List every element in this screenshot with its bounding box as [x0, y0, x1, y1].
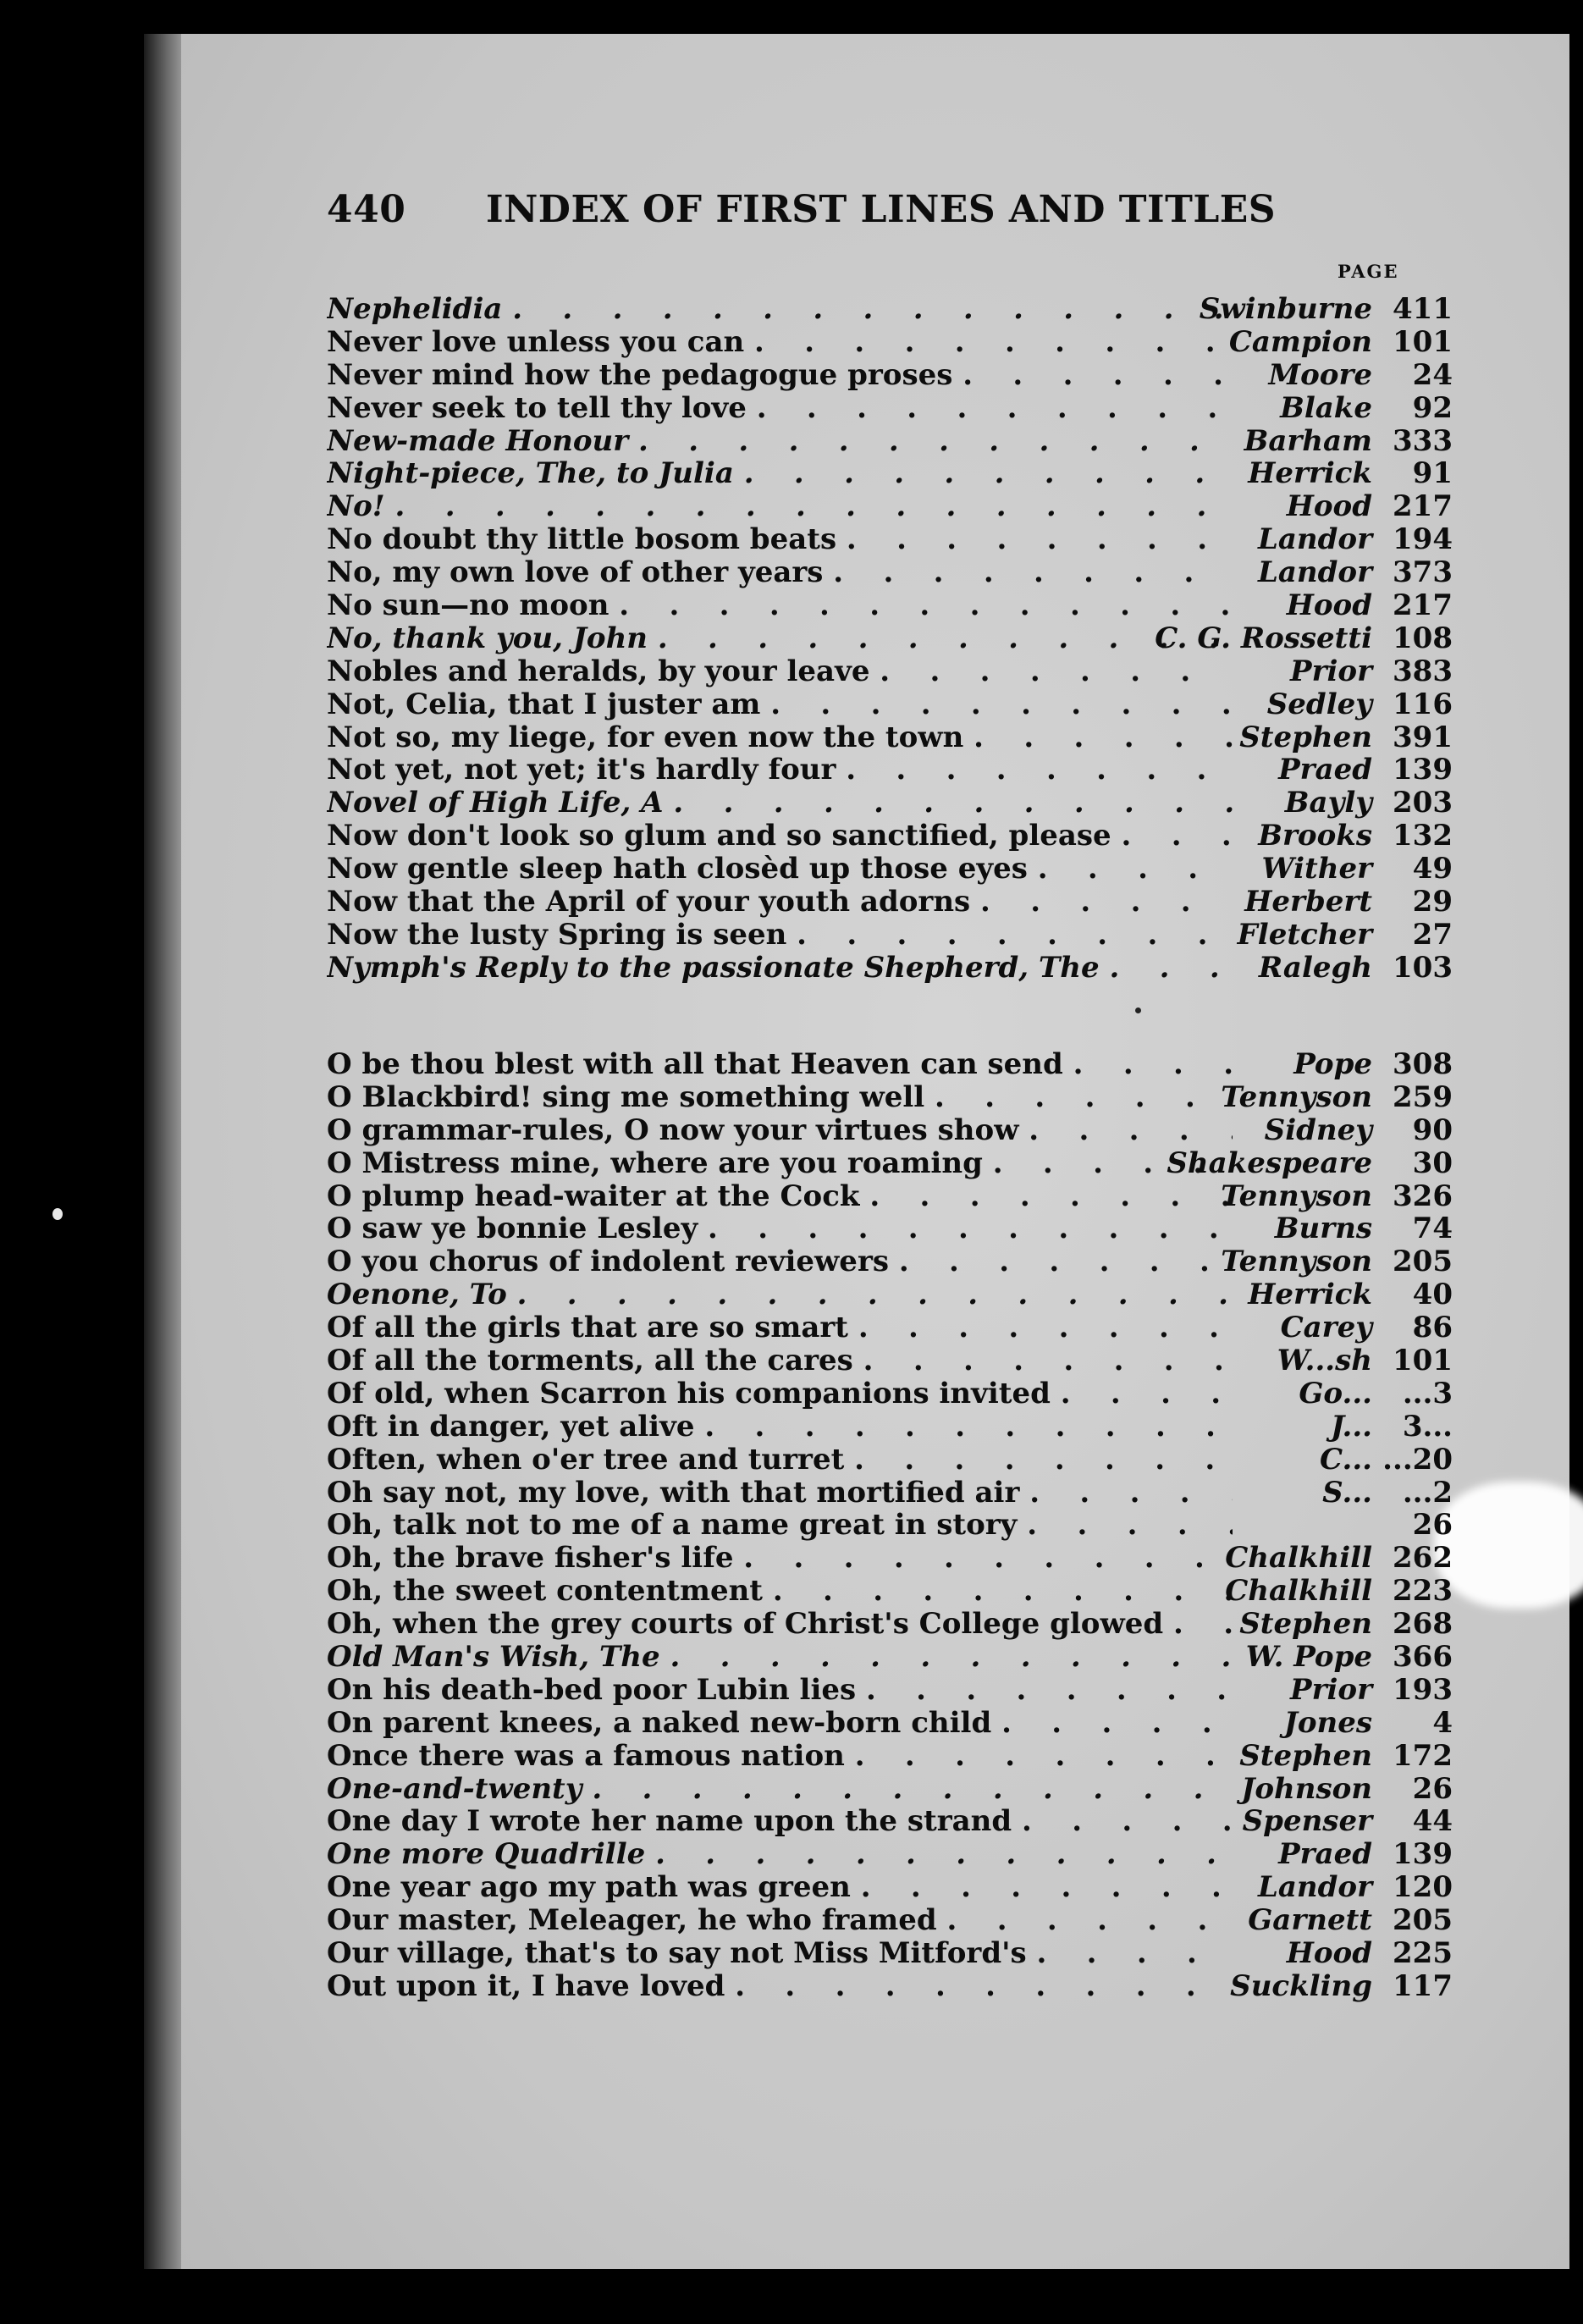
entry-page-number: 86 [1412, 1311, 1453, 1345]
entry-first-line: Oft in danger, yet alive . [327, 1410, 1233, 1444]
entry-first-line: New-made Honour . [327, 425, 1233, 458]
entry-author: C. G. Rossetti [1155, 621, 1372, 655]
index-entry [327, 1410, 1453, 1444]
entry-author: Prior [1290, 1672, 1372, 1707]
entry-page-number: 3... [1402, 1409, 1453, 1444]
index-entry [327, 1377, 1453, 1410]
entry-first-line: Nobles and heralds, by your leave . [327, 655, 1233, 688]
entry-author: W...sh [1277, 1344, 1372, 1378]
entry-page-number: 90 [1412, 1112, 1453, 1147]
index-entry [327, 293, 1453, 326]
entry-author: Hood [1286, 489, 1372, 524]
entry-first-line: Now that the April of your youth adorns . [327, 886, 1233, 919]
entry-author: Hood [1286, 588, 1372, 623]
entry-page-number: 383 [1393, 654, 1453, 688]
index-entry [327, 1871, 1453, 1904]
entry-page-number: 92 [1412, 390, 1453, 425]
index-entry [327, 457, 1453, 490]
entry-author: Hood [1286, 1936, 1372, 1971]
entry-first-line: Our village, that's to say not Miss Mitford's . [327, 1937, 1233, 1970]
entry-page-number: 49 [1412, 852, 1453, 886]
index-entry [327, 1278, 1453, 1311]
entry-page-number: 194 [1393, 522, 1453, 557]
entry-first-line: One day I wrote her name upon the strand . [327, 1805, 1233, 1838]
entry-first-line: Oh, the brave fisher's life . [327, 1542, 1233, 1575]
entry-page-number: 91 [1412, 456, 1453, 491]
index-entry [327, 1740, 1453, 1773]
index-entry [327, 1147, 1453, 1180]
entry-first-line: Not yet, not yet; it's hardly four . [327, 754, 1233, 787]
entry-author: S... [1322, 1475, 1372, 1510]
index-entry [327, 1212, 1453, 1245]
entry-author: Burns [1274, 1212, 1372, 1246]
entry-first-line: O grammar-rules, O now your virtues show . [327, 1114, 1233, 1147]
index-entry [327, 392, 1453, 425]
entry-page-number: 27 [1412, 917, 1453, 952]
entry-first-line: One more Quadrille . [327, 1838, 1233, 1871]
entry-page-number: 120 [1393, 1870, 1453, 1905]
entry-first-line: O Mistress mine, where are you roaming . [327, 1147, 1233, 1180]
index-entry [327, 787, 1453, 820]
entry-first-line: Oh say not, my love, with that mortified air . [327, 1477, 1233, 1510]
entry-first-line: Now don't look so glum and so sanctified, please . [327, 820, 1233, 853]
index-entry [327, 1180, 1453, 1213]
entry-author: Praed [1278, 1837, 1372, 1872]
index-entry [327, 523, 1453, 556]
entry-first-line: Nephelidia . [327, 293, 1233, 326]
index-entry [327, 952, 1453, 985]
index-entry [327, 820, 1453, 853]
entry-author: Spenser [1242, 1804, 1372, 1839]
entry-first-line: Nymph's Reply to the passionate Shepherd, The . [327, 952, 1233, 985]
index-entry [327, 1805, 1453, 1838]
entry-author: Stephen [1239, 720, 1372, 754]
entry-author: Tennyson [1221, 1079, 1372, 1114]
entry-author: W. Pope [1245, 1640, 1372, 1675]
entry-author: J... [1331, 1409, 1372, 1444]
entry-author: Tennyson [1221, 1179, 1372, 1213]
entry-author: Landor [1257, 522, 1372, 557]
entry-first-line: On his death-bed poor Lubin lies . [327, 1674, 1233, 1707]
entry-first-line: No! . [327, 490, 1233, 523]
entry-page-number: ...20 [1382, 1442, 1453, 1477]
section-divider-mark [1135, 1007, 1141, 1013]
entry-page-number: 101 [1393, 1344, 1453, 1378]
entry-page-number: 103 [1393, 950, 1453, 985]
entry-author: Prior [1290, 654, 1372, 688]
entry-page-number: 262 [1393, 1541, 1453, 1576]
entry-page-number: 139 [1393, 753, 1453, 787]
entry-author: Herrick [1248, 456, 1372, 491]
entry-author: Landor [1257, 555, 1372, 590]
entry-page-number: ...2 [1402, 1475, 1453, 1510]
entry-author: Brooks [1258, 819, 1372, 853]
entry-first-line: Never mind how the pedagogue proses . [327, 359, 1233, 392]
index-entry [327, 1444, 1453, 1477]
entry-first-line: No sun—no moon . [327, 589, 1233, 622]
entry-first-line: Night-piece, The, to Julia . [327, 457, 1233, 490]
index-entry [327, 1048, 1453, 1081]
entry-author: Bayly [1284, 786, 1372, 820]
entry-page-number: 268 [1393, 1607, 1453, 1642]
entry-first-line: O Blackbird! sing me something well . [327, 1081, 1233, 1114]
entry-page-number: 391 [1393, 720, 1453, 754]
index-entry [327, 490, 1453, 523]
entry-author: Carey [1280, 1311, 1372, 1345]
index-entry [327, 1344, 1453, 1377]
entry-first-line: Out upon it, I have loved . [327, 1970, 1233, 2003]
entry-author: Fletcher [1237, 917, 1372, 952]
entry-first-line: Never seek to tell thy love . [327, 392, 1233, 425]
index-entry [327, 1114, 1453, 1147]
entry-page-number: 74 [1412, 1212, 1453, 1246]
entry-page-number: 333 [1393, 423, 1453, 458]
entry-author: Stephen [1239, 1607, 1372, 1642]
entry-first-line: O plump head-waiter at the Cock . [327, 1180, 1233, 1213]
entry-author: Chalkhill [1225, 1574, 1372, 1609]
index-entry [327, 1575, 1453, 1608]
entry-first-line: No, thank you, John . [327, 622, 1233, 655]
entry-author: Sidney [1264, 1112, 1372, 1147]
entry-page-number: 203 [1393, 786, 1453, 820]
entry-page-number: 4 [1432, 1705, 1453, 1740]
entry-author: Pope [1293, 1047, 1372, 1081]
index-entry [327, 1707, 1453, 1740]
entry-page-number: 26 [1412, 1771, 1453, 1806]
entry-first-line: Not, Celia, that I juster am . [327, 688, 1233, 721]
index-entry [327, 853, 1453, 886]
index-entry [327, 1608, 1453, 1641]
entry-first-line: Once there was a famous nation . [327, 1740, 1233, 1773]
margin-speck [52, 1208, 63, 1220]
entry-page-number: 172 [1393, 1738, 1453, 1773]
entry-page-number: 101 [1393, 324, 1453, 359]
index-entry [327, 919, 1453, 952]
entry-first-line: One year ago my path was green . [327, 1871, 1233, 1904]
index-entry [327, 655, 1453, 688]
entry-first-line: Oh, the sweet contentment . [327, 1575, 1233, 1608]
index-entry [327, 1311, 1453, 1344]
index-entry [327, 556, 1453, 589]
entry-author: Stephen [1239, 1738, 1372, 1773]
entry-page-number: 29 [1412, 885, 1453, 919]
index-section-n [327, 293, 1453, 985]
entry-page-number: 26 [1412, 1508, 1453, 1543]
entry-page-number: 411 [1393, 292, 1453, 326]
index-section-o [327, 1048, 1453, 2003]
entry-author: Garnett [1248, 1903, 1372, 1938]
entry-author: Landor [1257, 1870, 1372, 1905]
entry-first-line: Never love unless you can . [327, 326, 1233, 359]
entry-author: Barham [1244, 423, 1372, 458]
entry-first-line: Of all the torments, all the cares . [327, 1344, 1233, 1377]
index-entry [327, 622, 1453, 655]
entry-author: Moore [1268, 357, 1372, 392]
entry-author: Swinburne [1199, 292, 1372, 326]
entry-page-number: 259 [1393, 1079, 1453, 1114]
entry-page-number: 217 [1393, 588, 1453, 623]
entry-author: Wither [1261, 852, 1372, 886]
entry-page-number: 44 [1412, 1804, 1453, 1839]
entry-page-number: 108 [1393, 621, 1453, 655]
entry-page-number: 193 [1393, 1672, 1453, 1707]
entry-author: Go... [1299, 1376, 1372, 1410]
entry-page-number: 225 [1393, 1936, 1453, 1971]
index-entry [327, 1970, 1453, 2003]
entry-author: Suckling [1230, 1968, 1372, 2003]
entry-author: Herbert [1244, 885, 1372, 919]
entry-author: Ralegh [1258, 950, 1372, 985]
entry-author: Tennyson [1221, 1245, 1372, 1279]
entry-first-line: Old Man's Wish, The . [327, 1641, 1233, 1674]
index-entry [327, 688, 1453, 721]
index-entry [327, 1904, 1453, 1937]
running-title: INDEX OF FIRST LINES AND TITLES [486, 188, 1277, 231]
entry-first-line: Novel of High Life, A . [327, 787, 1233, 820]
paper-damage-stain [1434, 1482, 1583, 1609]
entry-first-line: Not so, my liege, for even now the town . [327, 721, 1233, 754]
index-entry [327, 1245, 1453, 1278]
entry-author: Blake [1280, 390, 1372, 425]
page-column-label: PAGE [1338, 261, 1399, 282]
index-entry [327, 1773, 1453, 1806]
entry-page-number: 139 [1393, 1837, 1453, 1872]
index-entry [327, 886, 1453, 919]
entry-first-line: Now gentle sleep hath closèd up those eyes . [327, 853, 1233, 886]
entry-page-number: ...3 [1402, 1376, 1453, 1410]
entry-first-line: Oh, when the grey courts of Christ's College glowed . [327, 1608, 1233, 1641]
entry-first-line: Oh, talk not to me of a name great in story . [327, 1509, 1233, 1542]
entry-first-line: O saw ye bonnie Lesley . [327, 1212, 1233, 1245]
index-entry [327, 1838, 1453, 1871]
entry-author: Herrick [1248, 1278, 1372, 1312]
entry-page-number: 308 [1393, 1047, 1453, 1081]
entry-page-number: 24 [1412, 357, 1453, 392]
page-binding-edge [144, 34, 183, 2269]
index-entry [327, 589, 1453, 622]
entry-first-line: Now the lusty Spring is seen . [327, 919, 1233, 952]
entry-page-number: 217 [1393, 489, 1453, 524]
entry-author: Campion [1228, 324, 1372, 359]
entry-author: Jones [1283, 1705, 1372, 1740]
entry-first-line: O you chorus of indolent reviewers . [327, 1245, 1233, 1278]
entry-page-number: 366 [1393, 1640, 1453, 1675]
entry-first-line: On parent knees, a naked new-born child . [327, 1707, 1233, 1740]
entry-first-line: Of all the girls that are so smart . [327, 1311, 1233, 1344]
entry-page-number: 205 [1393, 1245, 1453, 1279]
index-entry [327, 1674, 1453, 1707]
index-entry [327, 721, 1453, 754]
entry-author: Johnson [1241, 1771, 1372, 1806]
index-entry [327, 1542, 1453, 1575]
entry-first-line: Our master, Meleager, he who framed . [327, 1904, 1233, 1937]
index-entry [327, 326, 1453, 359]
entry-author: Chalkhill [1225, 1541, 1372, 1576]
entry-page-number: 40 [1412, 1278, 1453, 1312]
entry-author: Shakespeare [1167, 1145, 1372, 1180]
entry-first-line: One-and-twenty . [327, 1773, 1233, 1806]
index-entry [327, 425, 1453, 458]
entry-page-number: 223 [1393, 1574, 1453, 1609]
entry-page-number: 205 [1393, 1903, 1453, 1938]
entry-page-number: 132 [1393, 819, 1453, 853]
entry-page-number: 116 [1393, 687, 1453, 721]
index-entry [327, 1641, 1453, 1674]
entry-first-line: No, my own love of other years . [327, 556, 1233, 589]
index-entry [327, 754, 1453, 787]
index-entry [327, 1081, 1453, 1114]
entry-first-line: Of old, when Scarron his companions invited . [327, 1377, 1233, 1410]
page-header [327, 188, 1453, 239]
entry-page-number: 30 [1412, 1145, 1453, 1180]
entry-page-number: 373 [1393, 555, 1453, 590]
index-entry [327, 1509, 1453, 1542]
entry-page-number: 326 [1393, 1179, 1453, 1213]
entry-first-line: Often, when o'er tree and turret . [327, 1444, 1233, 1477]
index-entry [327, 1937, 1453, 1970]
entry-page-number: 117 [1393, 1968, 1453, 2003]
entry-first-line: Oenone, To . [327, 1278, 1233, 1311]
entry-author: C... [1320, 1442, 1372, 1477]
page-number: 440 [327, 188, 406, 231]
entry-author: Praed [1278, 753, 1372, 787]
entry-author: Sedley [1266, 687, 1372, 721]
entry-first-line: O be thou blest with all that Heaven can send . [327, 1048, 1233, 1081]
index-entry [327, 1477, 1453, 1510]
entry-first-line: No doubt thy little bosom beats . [327, 523, 1233, 556]
index-entry [327, 359, 1453, 392]
